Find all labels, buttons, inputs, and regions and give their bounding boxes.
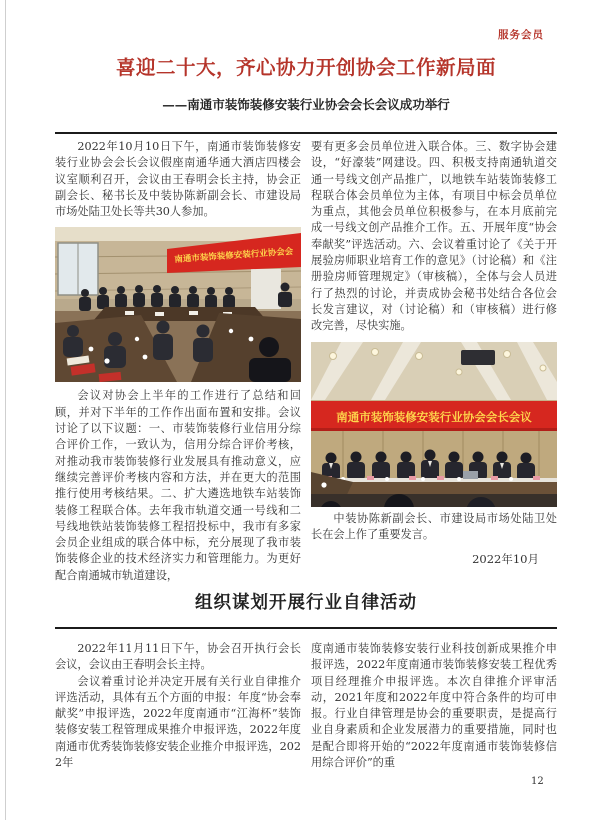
photo-meeting-room: [55, 227, 301, 382]
article2-divider-rule: [55, 627, 557, 629]
header-divider-rule: [55, 132, 557, 134]
head-table-illustration: [311, 342, 557, 507]
article1-columns: [55, 139, 557, 602]
article2-columns: [55, 641, 557, 771]
page-edge-line: [5, 0, 6, 820]
photo-head-table: [311, 342, 557, 507]
article2-column-left: [55, 641, 301, 771]
panel-speakers-silhouettes: [322, 449, 535, 481]
article1-paragraph: 要有更多会员单位进入联合体。三、数字协会建设，“好濠装”网建设。四、积极支持南通轨道交通一号线文创产品推广，以地铁车站装饰装修工程联合体会员单位为主体，有项目中标会员单位为重点，其他会员单位积极参与，在本月底前完成一号线文创产品推介工作。五、开展年度“协会奉献奖”评选活动。六、会议着重讨论了《关于开展验房师职业培育工作的意见》（讨论稿）和《注册验房师管理规定》（审核稿），全体与会人员进行了热烈的讨论，并责成协会秘书处结合各位会长发言建议，对（讨论稿）和（审核稿）进行修改完善，尽快实施。: [311, 140, 557, 333]
article1-paragraph: 2022年10月10日下午，南通市装饰装修安装行业协会会长会议假座南通华通大酒店四楼会议室顺利召开，会议由王春明会长主持，协会正副会长、秘书长及中装协陈新副会长、市建设局市场处陆卫处长等共30人参加。: [55, 140, 301, 219]
article2-column-right: [311, 641, 557, 771]
article1-subtitle: ——南通市装饰装修安装行业协会会长会议成功举行: [162, 97, 450, 112]
article2-paragraph: 度南通市装饰装修安装行业科技创新成果推介申报评选，2022年度南通市装饰装修安装工程优秀项目经理推介申报评选。本次自律推介评审活动，2021年度和2022年度中符合条件的均可申报。行业自律管理是协会的重要职责，是提高行业自身素质和企业发展潜力的重要措施，同时也是配合即将开始的“2022年度南通市装饰装修信用综合评价”的重: [311, 642, 557, 770]
article1-title: 喜迎二十大，齐心协力开创协会工作新局面: [115, 56, 496, 79]
page-number: 12: [531, 776, 544, 787]
article1-date: 2022年10月: [472, 552, 539, 567]
article2-paragraph: 会议着重讨论并决定开展有关行业自律推介评选活动，具体有五个方面的申报：年度“协会奉献奖”申报评选，2022年度南通市“江海杯”装饰装修安装工程管理成果推介申报评选，2022年度南通市优秀装饰装修安装企业推介申报评选，2022年: [55, 674, 301, 770]
section-tag: 服务会员: [498, 29, 544, 41]
article2-title: 组织谋划开展行业自律活动: [195, 593, 417, 613]
photo2-banner-text: 南通市装饰装修安装行业协会会长会议: [336, 409, 532, 424]
article2-paragraph: 2022年11月11日下午，协会召开执行会长会议，会议由王春明会长主持。: [55, 642, 301, 672]
photo1-banner-text: 南通市装饰装修安装行业协会会: [174, 247, 294, 266]
meeting-room-illustration: [55, 227, 301, 382]
article1-column-right: [311, 139, 557, 602]
article1-paragraph: 会议对协会上半年的工作进行了总结和回顾，并对下半年的工作作出面布置和安排。会议讨论了以下议题：一、市装饰装修行业信用分综合评价工作，一致认为，信用分综合评价考核，对推动我市装饰装修行业发展具有推动意义，应继续完善评价考核内容和方法，并在更大的范围推行使用考核结果。二、扩大遴选地铁车站装饰装修工程联合体。去年我市轨道交通一号线和二号线地铁站装饰装修工程招投标中，我市有多家会员企业组成的联合体中标，充分展现了我市装饰装修企业的技术经济实力和管理能力。为更好配合南通城市轨道建设，: [55, 389, 301, 582]
photo2-caption: 中装协陈新副会长、市建设局市场处陆卫处长在会上作了重要发言。: [311, 511, 557, 541]
article1-column-left: [55, 139, 301, 602]
